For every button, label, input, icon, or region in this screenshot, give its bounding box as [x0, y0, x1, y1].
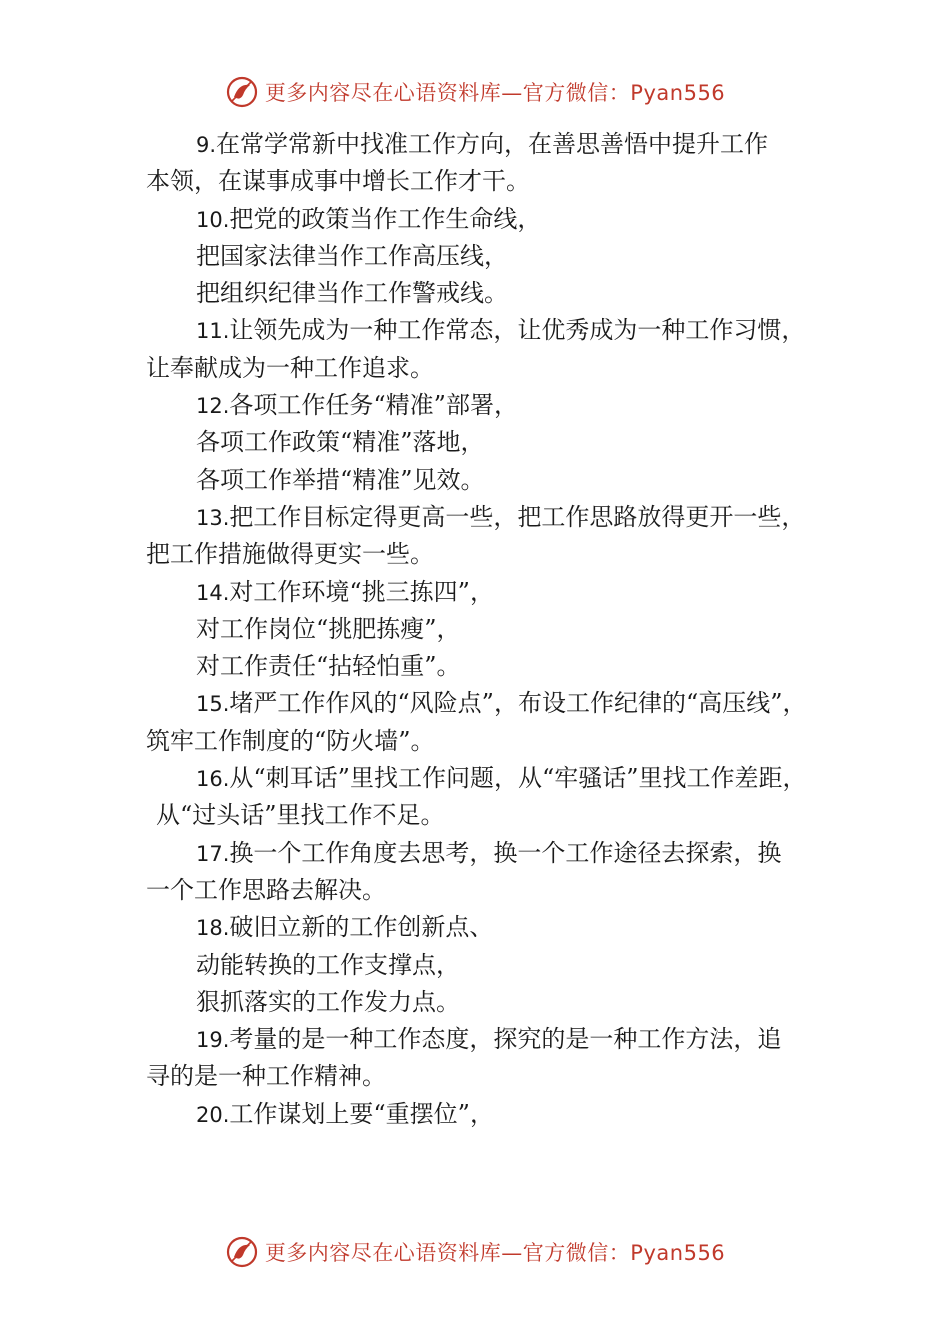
watermark-text: 更多内容尽在心语资料库—官方微信：Pyan556 [264, 81, 726, 105]
text-line [146, 797, 812, 834]
item-number: 13. [196, 505, 230, 530]
text-line [146, 1058, 812, 1095]
text-line [146, 1021, 812, 1058]
brand-logo-icon [225, 75, 259, 109]
text-line [146, 835, 812, 872]
line-text: 动能转换的工作支撑点， [196, 950, 460, 979]
line-text: 本领，在谋事成事中增长工作才干。 [146, 167, 530, 196]
brand-logo-icon [225, 1235, 259, 1269]
footer-watermark [0, 1232, 950, 1272]
line-text: 寻的是一种工作精神。 [146, 1062, 386, 1091]
text-line [146, 424, 812, 461]
line-text: 考量的是一种工作态度，探究的是一种工作方法，追 [229, 1025, 782, 1054]
line-text: 一个工作思路去解决。 [146, 875, 386, 904]
line-text: 各项工作政策“精准”落地， [196, 428, 485, 457]
text-line [146, 685, 812, 722]
header-watermark [0, 72, 950, 112]
line-text: 把组织纪律当作工作警戒线。 [196, 279, 508, 308]
line-text: 各项工作举措“精准”见效。 [196, 465, 485, 494]
line-text: 对工作环境“挑三拣四”， [229, 577, 494, 606]
text-line [146, 201, 812, 238]
item-number: 14. [196, 580, 230, 605]
text-line [146, 163, 812, 200]
item-number: 17. [196, 841, 230, 866]
watermark-text: 更多内容尽在心语资料库—官方微信：Pyan556 [264, 1241, 726, 1265]
line-text: 从“刺耳话”里找工作问题，从“牢骚话”里找工作差距， [229, 764, 807, 793]
line-text: 筑牢工作制度的“防火墙”。 [146, 726, 435, 755]
item-number: 11. [196, 319, 230, 344]
line-text: 让领先成为一种工作常态，让优秀成为一种工作习惯， [229, 316, 806, 345]
text-line [146, 1096, 812, 1133]
line-text: 把国家法律当作工作高压线， [196, 241, 508, 270]
item-number: 12. [196, 394, 230, 419]
text-line [146, 872, 812, 909]
item-number: 19. [196, 1028, 230, 1053]
line-text: 狠抓落实的工作发力点。 [196, 987, 460, 1016]
item-number: 10. [196, 207, 230, 232]
line-text: 工作谋划上要“重摆位”， [229, 1099, 494, 1128]
text-line [146, 648, 812, 685]
line-text: 让奉献成为一种工作追求。 [146, 353, 434, 382]
line-text: 对工作岗位“挑肥拣瘦”， [196, 614, 461, 643]
line-text: 从“过头话”里找工作不足。 [156, 801, 445, 830]
document-body [146, 126, 812, 1133]
item-number: 20. [196, 1102, 230, 1127]
item-number: 16. [196, 767, 230, 792]
line-text: 各项工作任务“精准”部署， [229, 391, 518, 420]
text-line [146, 760, 812, 797]
text-line [146, 126, 812, 163]
line-text: 把工作目标定得更高一些，把工作思路放得更开一些， [229, 502, 806, 531]
item-number: 9. [196, 133, 217, 157]
text-line [146, 536, 812, 573]
text-line [146, 312, 812, 349]
line-text: 对工作责任“拈轻怕重”。 [196, 652, 461, 681]
text-line [146, 947, 812, 984]
item-number: 18. [196, 916, 230, 941]
text-line [146, 909, 812, 946]
line-text: 在常学常新中找准工作方向，在善思善悟中提升工作 [216, 130, 769, 158]
line-text: 堵严工作作风的“风险点”，布设工作纪律的“高压线”， [229, 689, 807, 718]
text-line [146, 275, 812, 312]
text-line [146, 574, 812, 611]
line-text: 换一个工作角度去思考，换一个工作途径去探索，换 [229, 838, 782, 867]
line-text: 把工作措施做得更实一些。 [146, 540, 434, 569]
text-line [146, 350, 812, 387]
line-text: 破旧立新的工作创新点、 [229, 913, 494, 942]
item-number: 15. [196, 692, 230, 717]
text-line [146, 238, 812, 275]
text-line [146, 499, 812, 536]
text-line [146, 723, 812, 760]
text-line [146, 611, 812, 648]
text-line [146, 984, 812, 1021]
line-text: 把党的政策当作工作生命线， [229, 204, 542, 233]
text-line [146, 462, 812, 499]
text-line [146, 387, 812, 424]
